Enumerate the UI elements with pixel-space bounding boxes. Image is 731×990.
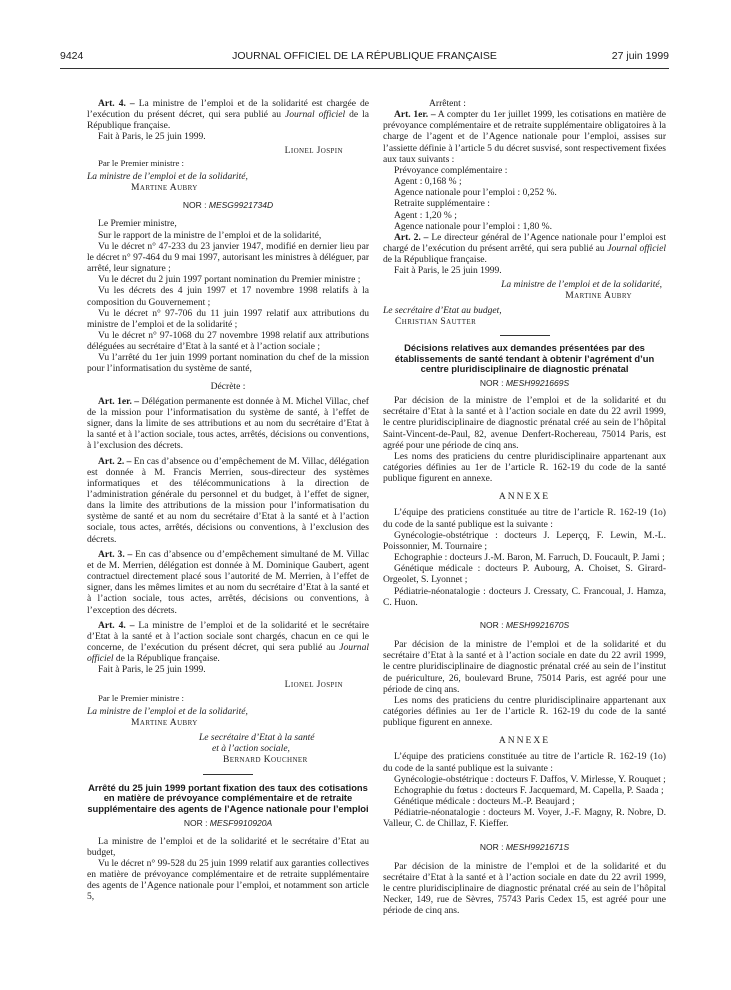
annexe-2-gynecologie: Gynécologie-obstétrique : docteurs F. Daffos, V. Mirlesse, Y. Rouquet ; [394,773,666,785]
page-header [60,50,669,64]
article-3: Art. 3. – En cas d’absence ou d’empêchement simultané de M. Villac et de M. Merrien, délégation est donnée à M. Dominique Gaubert, agent contractuel directement placé sous l’autorité de M. Merrien, à l’effet de signer, dans les mêmes limites et au nom du secrétaire d’Etat à la santé et à l’action sociale, tous actes, arrêtés, décisions ou conventions, à l’exception des décrets. [87,548,369,616]
par-le-premier-ministre-2: Par le Premier ministre : [98,692,184,703]
annexe-1-genetique: Génétique médicale : docteurs P. Aubourg, A. Choiset, S. Girard-Orgeolet, S. Lyonnet ; [383,563,666,586]
prevoyance-title: Prévoyance complémentaire : [394,164,508,176]
decision-3-paragraph-1: Par décision de la ministre de l’emploi et de la solidarité et du secrétaire d’Etat à la santé et à l’action sociale en date du 22 avril 1999, le centre pluridisciplinaire de diagnostic prénatal créé au sein de l’hôpital Necker, 149, rue de Sèvres, 75743 Paris Cedex 15, est agréé pour une période de cinq ans. [383,860,666,917]
decisions-title: Décisions relatives aux demandes présentées par des établissements de santé tendant à obtenir l’agrément d’un centre pluridisciplinaire de diagnostic prénatal [394,342,655,375]
annexe-2-echographie: Echographie du fœtus : docteurs F. Jacquemard, M. Capella, P. Saada ; [394,784,664,796]
left-column [87,98,369,902]
annexe-2-heading: ANNEXE [498,735,551,747]
annexe-2-genetique: Génétique médicale : docteurs M.-P. Beaujard ; [394,796,575,808]
signature-jospin: Lionel Jospin [284,144,343,156]
visa-6: Vu l’arrêté du 1er juin 1999 portant nomination du chef de la mission pour l’informatisation du système de santé, [87,352,369,375]
visa-1: Vu le décret n° 47-233 du 23 janvier 1947, modifié en dernier lieu par le décret n° 97-464 du 9 mai 1997, autorisant les ministres à déléguer, par arrêté, leur signature ; [87,240,369,275]
decision-2-nor: NOR : MESH9921670S [479,619,570,630]
signature-aubry-2: Martine Aubry [131,716,198,728]
issue-date: 27 juin 1999 [611,50,669,62]
visa-0: Sur le rapport de la ministre de l’emploi et de la solidarité, [98,229,322,241]
decision-3-nor: NOR : MESH9921671S [479,841,570,852]
header-rule [60,68,669,69]
visa-3: Vu les décrets des 4 juin 1997 et 17 novembre 1998 relatifs à la composition du Gouvernement ; [87,285,369,308]
annexe-1-intro: L’équipe des praticiens constituée au titre de l’article R. 162-19 (1o) du code de la santé publique est la suivante : [383,507,666,530]
decision-2-paragraph-2: Les noms des praticiens du centre pluridisciplinaire appartenant aux catégories définies au 1er de l’article R. 162-19 du code de la santé publique figurent en annexe. [383,694,666,729]
annexe-2-intro: L’équipe des praticiens constituée au titre de l’article R. 162-19 (1o) du code de la santé publique est la suivante : [383,751,666,774]
article-4-second: Art. 4. – La ministre de l’emploi et de la solidarité et le secrétaire d’Etat à la santé et à l’action sociale sont chargés, chacun en ce qui le concerne, de l’exécution du présent décret, qui sera publié au Journal officiel de la République française. [87,619,369,665]
ministre-title-2: La ministre de l’emploi et de la solidarité, [87,705,248,717]
annexe-1-heading: ANNEXE [498,491,551,503]
fait-a-paris-2: Fait à Paris, le 25 juin 1999. [98,664,206,676]
annexe-1-echographie: Echographie : docteurs J.-M. Baron, M. Farruch, D. Foucault, P. Jami ; [394,552,665,564]
annexe-1-pediatrie: Pédiatrie-néonatalogie : docteurs J. Cressaty, C. Francoual, J. Hamza, C. Huon. [383,585,666,608]
secretaire-budget: Le secrétaire d’Etat au budget, [383,304,502,316]
arrete-title: Arrêté du 25 juin 1999 portant fixation des taux des cotisations en matière de prévoyance complémentaire et de retraite supplémentaire des agents de l’Agence nationale pour l’emploi [87,781,369,814]
right-ministre-title: La ministre de l’emploi et de la solidarité, [501,278,662,290]
arrete-paragraph-2: Vu le décret n° 99-528 du 25 juin 1999 relatif aux garanties collectives en matière de prévoyance complémentaire et de retraite supplémentaire des agents de l’Agence nationale pour l’emploi, et notamment son article 5, [87,857,369,903]
annexe-1-gynecologie: Gynécologie-obstétrique : docteurs J. Leperçq, F. Lewin, M.-L. Poissonnier, M. Tournaire ; [383,529,666,552]
signature-sautter: Christian Sautter [395,315,477,327]
fait-a-paris: Fait à Paris, le 25 juin 1999. [98,131,206,143]
visa-5: Vu le décret n° 97-1068 du 27 novembre 1998 relatif aux attributions déléguées au secrétaire d’Etat à la santé et à l’action sociale ; [87,329,369,353]
nor-reference-2: NOR : MESF9910920A [183,818,273,829]
article-4-first: Art. 4. – La ministre de l’emploi et de la solidarité est chargée de l’exécution du présent décret, qui sera publié au Journal officiel de la République française. [87,98,370,132]
right-article-2: Art. 2. – Le directeur général de l’Agence nationale pour l’emploi est chargé de l’exécution du présent arrêté, qui sera publié au Journal officiel de la République française. [383,231,666,266]
right-column [383,98,666,916]
right-signature-aubry: Martine Aubry [565,289,632,301]
prevoyance-agent: Agent : 0,168 % ; [394,176,462,188]
retraite-agent: Agent : 1,20 % ; [394,209,457,221]
nor-reference: NOR : MESG9921734D [182,200,274,211]
decision-2-paragraph-1: Par décision de la ministre de l’emploi et de la solidarité et du secrétaire d’Etat à la santé et à l’action sociale en date du 22 avril 1999, le centre pluridisciplinaire de diagnostic prénatal créé au sein de l’institut de puériculture, 26, boulevard Brune, 75014 Paris, est agréé pour une période de cinq ans. [383,639,666,695]
section-separator [203,774,253,775]
visa-2: Vu le décret du 2 juin 1997 portant nomination du Premier ministre ; [98,274,361,286]
ministre-title: La ministre de l’emploi et de la solidarité, [87,170,248,182]
decrete-heading: Décrète : [210,380,246,392]
right-article-1: Art. 1er. – A compter du 1er juillet 1999, les cotisations en matière de prévoyance complémentaire et de retraite supplémentaire obligatoires à la charge de l’agent et de l’Agence nationale pour l’emploi, assises sur l’assiette définie à l’article 5 du décret susvisé, sont respectivement fixées aux taux suivants : [383,109,666,165]
signature-jospin-2: Lionel Jospin [284,678,343,690]
article-1: Art. 1er. – Délégation permanente est donnée à M. Michel Villac, chef de la mission pour l’informatisation du système de santé, à l’effet de signer, dans la limite de ses attributions et au nom du secrétaire d’Etat à la santé et à l’action sociale, tous actes, arrêtés, décisions ou conventions, à l’exclusion des décrets. [87,395,369,452]
signature-aubry: Martine Aubry [131,182,198,194]
secretaire-etat-line1: Le secrétaire d’Etat à la santé [199,732,315,744]
retraite-agence: Agence nationale pour l’emploi : 1,80 %. [394,220,553,232]
premier-ministre: Le Premier ministre, [98,218,177,230]
prevoyance-agence: Agence nationale pour l’emploi : 0,252 %. [394,187,557,199]
page-number: 9424 [60,50,84,62]
retraite-title: Retraite supplémentaire : [394,198,490,210]
annexe-2-pediatrie: Pédiatrie-néonatalogie : docteurs M. Voyer, J.-F. Magny, R. Nobre, D. Valleur, C. de Chillaz, F. Kieffer. [383,807,666,830]
decision-1-paragraph-2: Les noms des praticiens du centre pluridisciplinaire appartenant aux catégories définies au 1er de l’article R. 162-19 du code de la santé publique figurent en annexe. [383,450,666,485]
journal-title: JOURNAL OFFICIEL DE LA RÉPUBLIQUE FRANÇAISE [232,50,497,62]
decision-1-paragraph-1: Par décision de la ministre de l’emploi et de la solidarité et du secrétaire d’Etat à la santé et à l’action sociale en date du 22 avril 1999, le centre pluridisciplinaire de diagnostic prénatal créé au sein de l’hôpital Saint-Vincent-de-Paul, 82, avenue Denfert-Rochereau, 75014 Paris, est agréé pour une période de cinq ans. [383,395,666,451]
article-2: Art. 2. – En cas d’absence ou d’empêchement de M. Villac, délégation est donnée à M. Francis Merrien, sous-directeur des systèmes informatiques et des télécommunications à la direction de l’administration générale du personnel et du budget, à l’effet de signer, dans la limite des attributions de la mission pour l’informatisation du système de santé et au nom du secrétaire d’Etat à la santé et à l’action sociale, tous actes, arrêtés, décisions ou conventions, à l’exclusion des décrets. [87,455,370,545]
arrete-paragraph-1: La ministre de l’emploi et de la solidarité et le secrétaire d’Etat au budget, [87,835,369,858]
right-fait-a-paris: Fait à Paris, le 25 juin 1999. [394,265,502,277]
visa-4: Vu le décret n° 97-706 du 11 juin 1997 relatif aux attributions du ministre de l’emploi et de la solidarité ; [87,307,369,330]
decision-1-nor: NOR : MESH9921669S [479,377,570,388]
section-separator-right [500,335,550,336]
secretaire-etat-line2: et à l’action sociale, [212,743,290,755]
arretent-heading: Arrêtent : [429,98,466,109]
par-le-premier-ministre: Par le Premier ministre : [98,157,184,168]
signature-kouchner: Bernard Kouchner [223,754,308,766]
